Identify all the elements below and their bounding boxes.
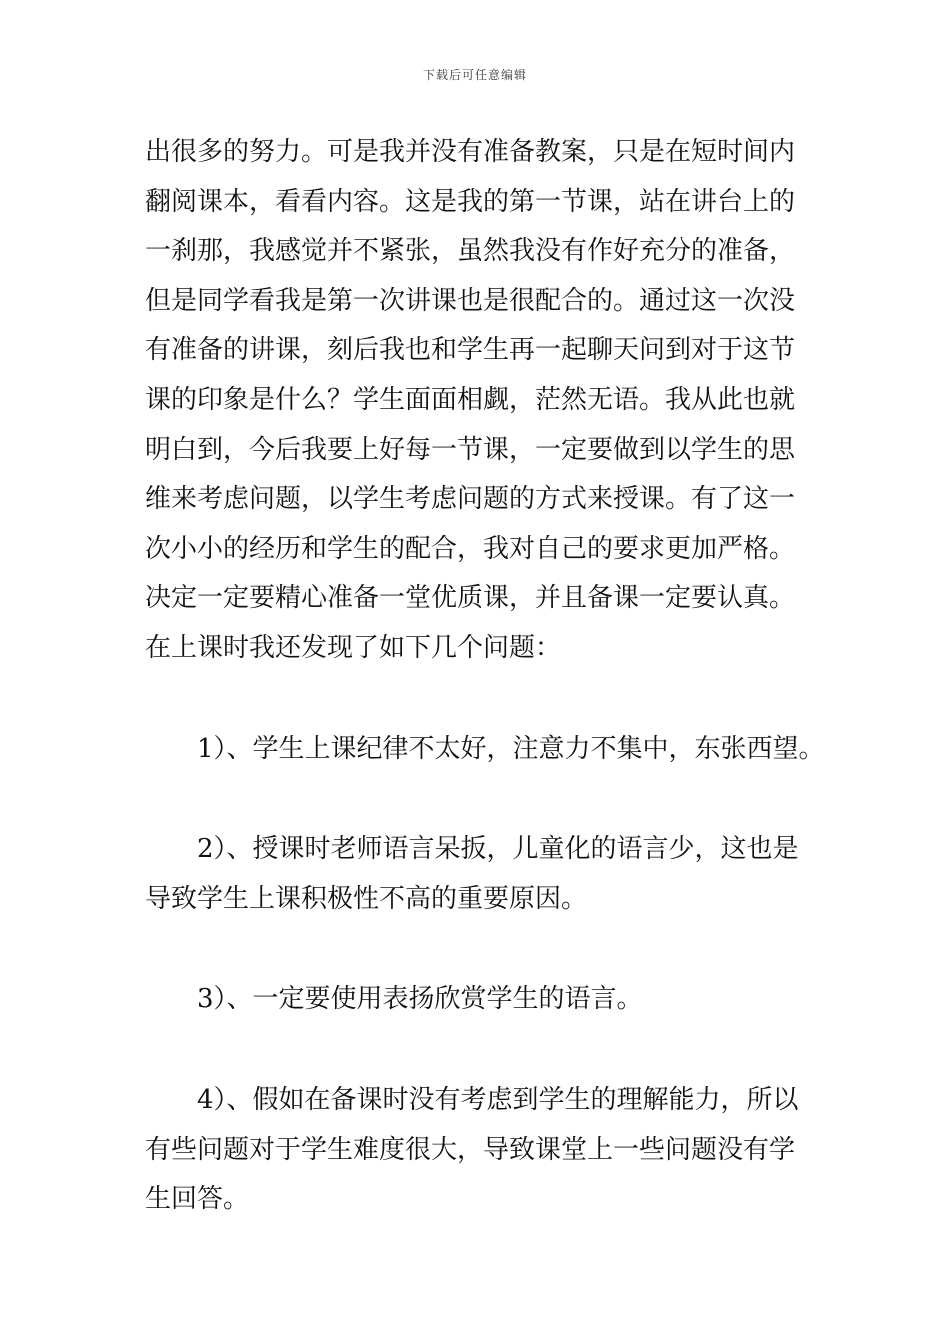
text-line: 导致学生上课积极性不高的重要原因。	[145, 883, 588, 914]
text-line: 翻阅课本，看看内容。这是我的第一节课，站在讲台上的	[145, 186, 796, 217]
list-item-3	[145, 975, 815, 1025]
text-line: 生回答。	[145, 1184, 250, 1215]
text-line: 维来考虑问题，以学生考虑问题的方式来授课。有了这一	[145, 484, 796, 515]
text-line: 明白到，今后我要上好每一节课，一定要做到以学生的思	[145, 434, 796, 465]
text-line: 次小小的经历和学生的配合，我对自己的要求更加严格。	[145, 533, 796, 564]
document-body	[145, 128, 825, 1225]
text-line: 1）、学生上课纪律不太好，注意力不集中，东张西望。	[197, 733, 825, 764]
text-line: 出很多的努力。可是我并没有准备教案，只是在短时间内	[145, 137, 796, 167]
text-line: 一刹那，我感觉并不紧张，虽然我没有作好充分的准备，	[145, 236, 796, 267]
text-line: 3）、一定要使用表扬欣赏学生的语言。	[197, 984, 643, 1015]
list-item-2	[145, 825, 815, 924]
text-line: 决定一定要精心准备一堂优质课，并且备课一定要认真。	[145, 583, 796, 614]
text-line: 有些问题对于学生难度很大，导致课堂上一些问题没有学	[145, 1134, 796, 1165]
list-item-4	[145, 1076, 815, 1225]
text-line: 在上课时我还发现了如下几个问题：	[145, 632, 562, 663]
paragraph-main	[145, 128, 815, 674]
text-line: 但是同学看我是第一次讲课也是很配合的。通过这一次没	[145, 285, 796, 316]
text-line: 4）、假如在备课时没有考虑到学生的理解能力，所以	[197, 1084, 799, 1115]
list-item-1	[145, 725, 825, 775]
text-line: 课的印象是什么？学生面面相觑，茫然无语。我从此也就	[145, 384, 796, 415]
text-line: 有准备的讲课，刻后我也和学生再一起聊天问到对于这节	[145, 335, 796, 366]
text-line: 2）、授课时老师语言呆扳，儿童化的语言少，这也是	[197, 834, 799, 865]
header-note: 下载后可任意编辑	[422, 68, 527, 82]
